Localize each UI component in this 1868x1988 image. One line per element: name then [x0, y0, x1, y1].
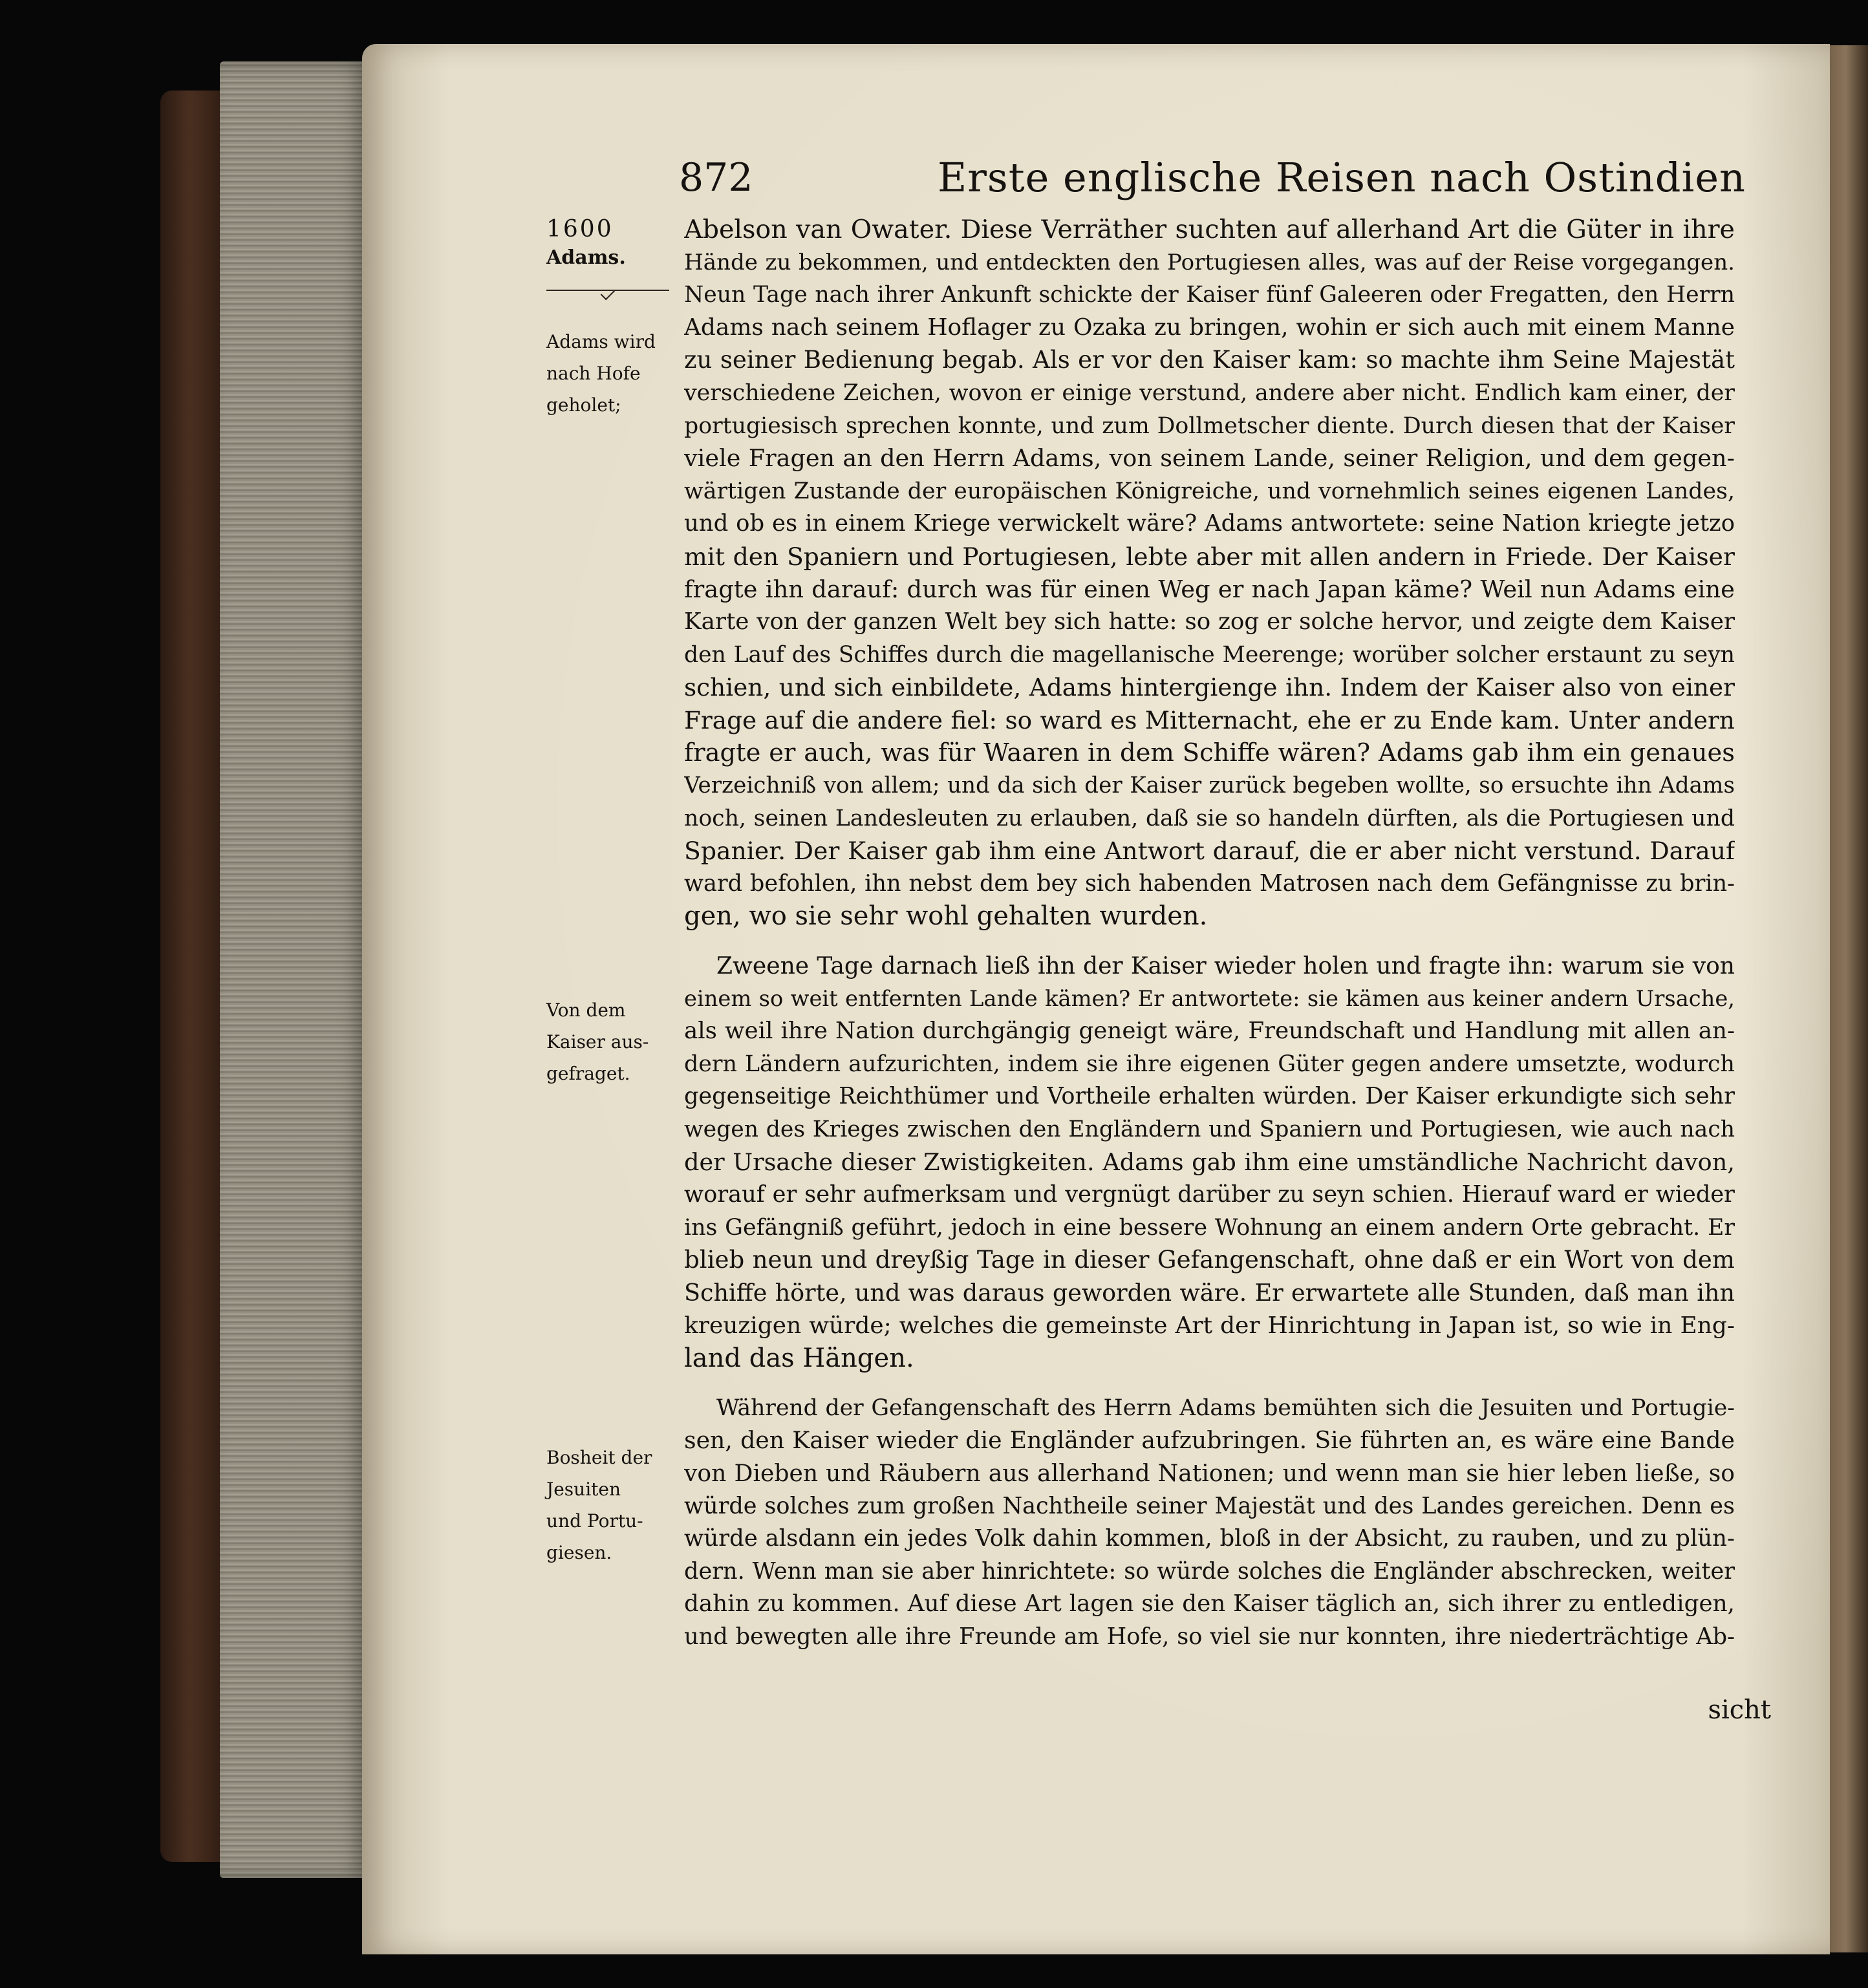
- text-line: ins Gefängniß geführt, jedoch in eine bessere Wohnung an einem andern Orte gebracht. Er: [684, 1214, 1735, 1241]
- text-line: worauf er sehr aufmerksam und vergnügt darüber zu seyn schien. Hierauf ward er wieder: [684, 1181, 1735, 1208]
- text-line: kreuzigen würde; welches die gemeinste Art der Hinrichtung in Japan ist, so wie in Eng-: [684, 1312, 1735, 1339]
- page-edges: [220, 61, 369, 1878]
- text-line: portugiesisch sprechen konnte, und zum Dollmetscher diente. Durch diesen that der Kaiser: [684, 412, 1735, 439]
- margin-note-line: Adams wird: [546, 331, 656, 352]
- text-line: einem so weit entfernten Lande kämen? Er antwortete: sie kämen aus keiner andern Ursache,: [684, 985, 1735, 1011]
- text-line: wärtigen Zustande der europäischen Königreiche, und vornehmlich seines eigenen Landes,: [684, 478, 1735, 504]
- text-line: sen, den Kaiser wieder die Engländer aufzubringen. Sie führten an, es wäre eine Bande: [684, 1426, 1735, 1455]
- paragraph: [684, 950, 1735, 1375]
- paragraph-gap: [684, 1375, 1735, 1392]
- text-line: Schiffe hörte, und was daraus geworden wäre. Er erwartete alle Stunden, daß man ihn: [684, 1279, 1735, 1307]
- text-line: gegenseitige Reichthümer und Vortheile erhalten würden. Der Kaiser erkundigte sich sehr: [684, 1083, 1735, 1110]
- text-line: dern. Wenn man sie aber hinrichtete: so würde solches die Engländer abschrecken, weiter: [684, 1557, 1735, 1585]
- margin-note-2: [546, 994, 682, 1089]
- text-line: Abelson van Owater. Diese Verräther suchten auf allerhand Art die Güter in ihre: [684, 215, 1735, 244]
- text-line: noch, seinen Landesleuten zu erlauben, daß sie so handeln dürften, als die Portugiesen und: [684, 805, 1735, 831]
- margin-note-line: Kaiser aus-: [546, 1031, 649, 1053]
- text-line: Während der Gefangenschaft des Herrn Adams bemühten sich die Jesuiten und Portugie-: [716, 1395, 1735, 1421]
- margin-note-line: Jesuiten: [546, 1479, 621, 1500]
- text-line: Hände zu bekommen, und entdeckten den Portugiesen alles, was auf der Reise vorgegangen.: [684, 249, 1735, 275]
- text-line: Verzeichniß von allem; und da sich der Kaiser zurück begeben wollte, so ersuchte ihn Adams: [684, 773, 1735, 799]
- margin-note-line: und Portu-: [546, 1510, 643, 1532]
- page-number: 872: [679, 155, 753, 200]
- paragraph-gap: [684, 933, 1735, 950]
- text-line: fragte ihn darauf: durch was für einen Weg er nach Japan käme? Weil nun Adams eine: [684, 575, 1735, 603]
- text-line: zu seiner Bedienung begab. Als er vor den Kaiser kam: so machte ihm Seine Majestät: [684, 346, 1735, 374]
- margin-note-1: [546, 326, 682, 421]
- text-line: und bewegten alle ihre Freunde am Hofe, so viel sie nur konnten, ihre niederträchtige Ab-: [684, 1623, 1735, 1650]
- text-line: und ob es in einem Kriege verwickelt wäre? Adams antwortete: seine Nation kriegte jetzo: [684, 510, 1735, 537]
- text-line: gen, wo sie sehr wohl gehalten wurden.: [684, 901, 1208, 932]
- margin-note-line: nach Hofe: [546, 363, 641, 384]
- text-line: dahin zu kommen. Auf diese Art lagen sie den Kaiser täglich an, sich ihrer zu entledigen,: [684, 1590, 1735, 1618]
- text-line: würde solches zum großen Nachtheile seiner Majestät und des Landes gereichen. Denn es: [684, 1492, 1735, 1519]
- text-line: Karte von der ganzen Welt bey sich hatte: so zog er solche hervor, und zeigte dem Kaiser: [684, 608, 1735, 636]
- text-line: wegen des Krieges zwischen den Engländern und Spaniern und Portugiesen, wie auch nach: [684, 1117, 1735, 1143]
- text-line: land das Hängen.: [684, 1343, 914, 1374]
- text-line: verschiedene Zeichen, wovon er einige verstund, andere aber nicht. Endlich kam einer, der: [684, 379, 1735, 406]
- paragraph: [684, 1392, 1735, 1654]
- margin-note-line: gefraget.: [546, 1063, 630, 1084]
- margin-name: Adams.: [546, 246, 626, 269]
- text-line: Frage auf die andere fiel: so ward es Mitternacht, ehe er zu Ende kam. Unter andern: [684, 705, 1735, 734]
- margin-year: 1600: [546, 216, 614, 242]
- margin-note-line: geholet;: [546, 394, 621, 416]
- text-line: blieb neun und dreyßig Tage in dieser Gefangenschaft, ohne daß er ein Wort von dem: [684, 1246, 1735, 1274]
- margin-note-line: giesen.: [546, 1542, 612, 1563]
- paragraph: [684, 213, 1735, 933]
- text-line: mit den Spaniern und Portugiesen, lebte aber mit allen andern in Friede. Der Kaiser: [684, 542, 1735, 571]
- text-line: würde alsdann ein jedes Volk dahin kommen, bloß in der Absicht, zu rauben, und zu plün-: [684, 1525, 1735, 1552]
- text-line: als weil ihre Nation durchgängig geneigt wäre, Freundschaft und Handlung mit allen an-: [684, 1018, 1735, 1045]
- text-line: Spanier. Der Kaiser gab ihm eine Antwort darauf, die er aber nicht verstund. Darauf: [684, 837, 1735, 866]
- text-line: Neun Tage nach ihrer Ankunft schickte der Kaiser fünf Galeeren oder Fregatten, den Herrn: [684, 282, 1735, 308]
- margin-note-line: Von dem: [546, 999, 626, 1021]
- text-line: dern Ländern aufzurichten, indem sie ihre eigenen Güter gegen andere umsetzte, wodurch: [684, 1051, 1735, 1077]
- margin-note-3: [546, 1442, 682, 1568]
- facing-page-edge: [1823, 45, 1868, 1952]
- text-line: von Dieben und Räubern aus allerhand Nationen; und wenn man sie hier leben ließe, so: [684, 1459, 1735, 1487]
- margin-rule: [546, 290, 669, 291]
- text-line: viele Fragen an den Herrn Adams, von seinem Lande, seiner Religion, und dem gegen-: [684, 444, 1735, 473]
- body-text: [684, 213, 1735, 1654]
- page-title: Erste englische Reisen nach Ostindien: [938, 154, 1746, 201]
- text-line: der Ursache dieser Zwistigkeiten. Adams gab ihm eine umständliche Nachricht davon,: [684, 1148, 1735, 1176]
- text-line: Adams nach seinem Hoflager zu Ozaka zu bringen, wohin er sich auch mit einem Manne: [684, 314, 1735, 341]
- margin-note-line: Bosheit der: [546, 1447, 652, 1468]
- text-line: fragte er auch, was für Waaren in dem Schiffe wären? Adams gab ihm ein genaues: [684, 738, 1735, 767]
- text-line: ward befohlen, ihn nebst dem bey sich habenden Matrosen nach dem Gefängnisse zu brin-: [684, 870, 1735, 897]
- text-line: den Lauf des Schiffes durch die magellanische Meerenge; worüber solcher erstaunt zu seyn: [684, 641, 1735, 668]
- running-head: [679, 149, 1746, 207]
- text-line: schien, und sich einbildete, Adams hintergienge ihn. Indem der Kaiser also von einer: [684, 673, 1735, 702]
- text-line: Zweene Tage darnach ließ ihn der Kaiser wieder holen und fragte ihn: warum sie von: [716, 952, 1735, 980]
- catchword: sicht: [1708, 1695, 1771, 1725]
